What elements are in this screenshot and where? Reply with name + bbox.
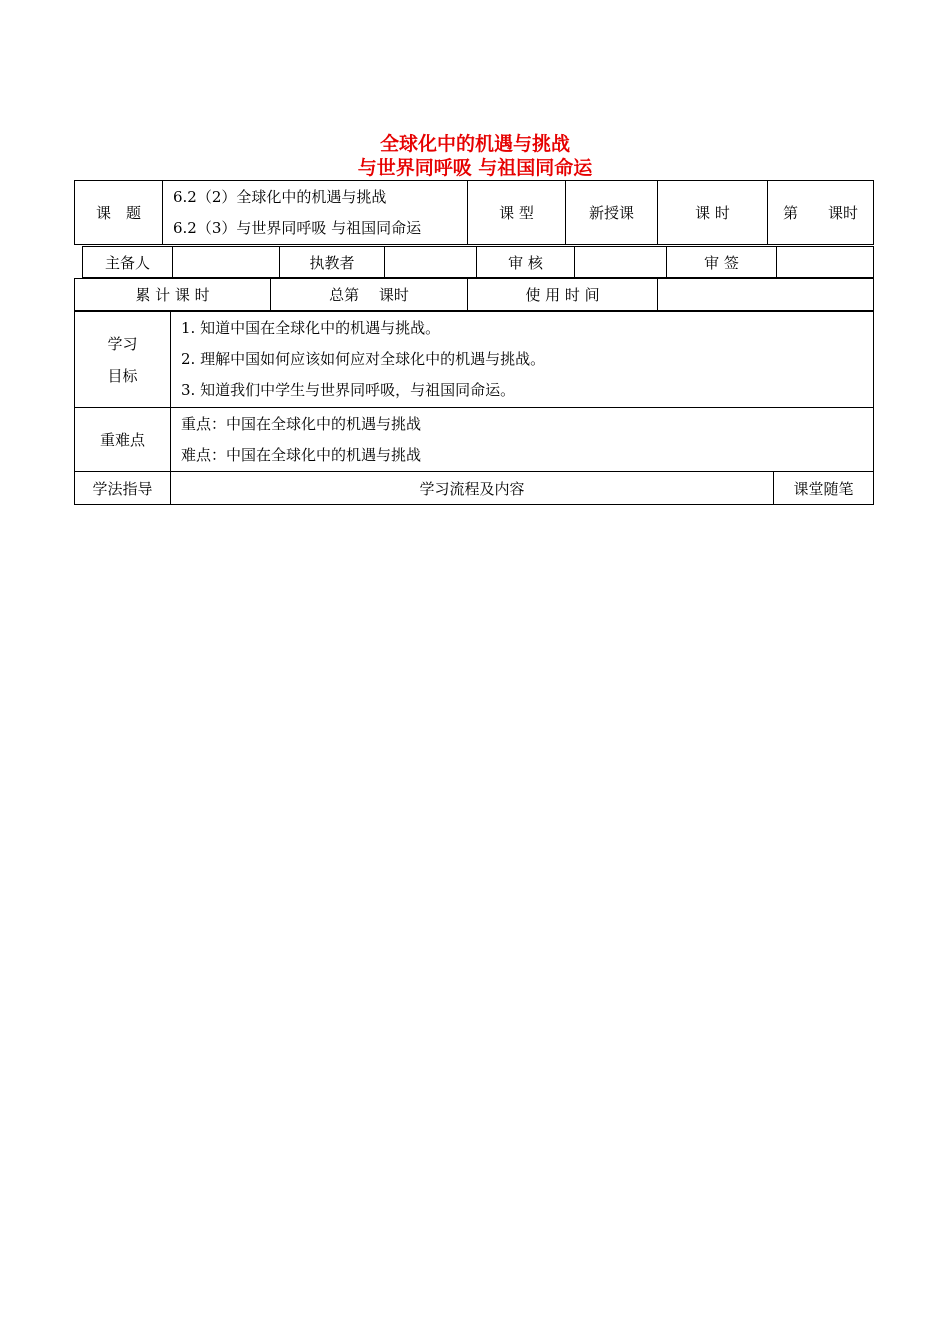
review-label: 审 核 — [508, 253, 543, 272]
total-label-cell — [271, 279, 468, 310]
usage-label: 使 用 时 间 — [525, 286, 600, 304]
type-label-cell — [468, 181, 566, 244]
executor-label-cell — [280, 247, 385, 277]
period-value: 第 课时 — [782, 204, 858, 222]
difficulty-point: 难点：中国在全球化中的机遇与挑战 — [181, 445, 422, 464]
type-value: 新授课 — [588, 204, 634, 222]
cumulative-label: 累 计 课 时 — [135, 286, 210, 304]
sign-label-cell — [667, 247, 777, 277]
period-label: 课 时 — [695, 204, 730, 222]
notes-label-cell — [774, 472, 873, 504]
method-label: 学法指导 — [92, 479, 153, 498]
key-point: 重点：中国在全球化中的机遇与挑战 — [181, 414, 422, 433]
review-value-cell — [575, 247, 667, 277]
type-label: 课 型 — [499, 204, 534, 222]
goals-label-cell — [75, 312, 171, 407]
usage-value-cell — [658, 279, 873, 310]
goal-item: 1. 知道中国在全球化中的机遇与挑战。 — [181, 319, 441, 337]
goals-label-line2: 目标 — [107, 366, 138, 385]
table-row-headers — [74, 471, 874, 505]
notes-label: 课堂随笔 — [793, 479, 854, 498]
method-label-cell — [75, 472, 171, 504]
review-label-cell — [477, 247, 575, 277]
goal-item: 3. 知道我们中学生与世界同呼吸，与祖国同命运。 — [181, 381, 516, 399]
focus-label: 重难点 — [99, 431, 145, 449]
period-label-cell — [658, 181, 768, 244]
table-row-staff — [82, 246, 874, 278]
type-value-cell — [566, 181, 658, 244]
sign-value-cell — [777, 247, 873, 277]
topic-line1: 6.2（2）全球化中的机遇与挑战 — [173, 187, 387, 206]
preparer-value-cell — [173, 247, 280, 277]
focus-content-cell — [171, 408, 873, 471]
table-row-focus — [74, 407, 874, 472]
executor-value-cell — [385, 247, 477, 277]
process-label: 学习流程及内容 — [419, 479, 525, 498]
table-row-topic — [74, 180, 874, 245]
period-value-cell — [768, 181, 873, 244]
usage-label-cell — [468, 279, 658, 310]
sign-label: 审 签 — [704, 253, 739, 272]
document-title-line1: 全球化中的机遇与挑战 — [379, 133, 570, 155]
preparer-label: 主备人 — [104, 253, 150, 272]
total-label: 总第 课时 — [329, 286, 409, 304]
process-label-cell — [171, 472, 774, 504]
topic-label: 课 题 — [95, 204, 141, 222]
preparer-label-cell — [83, 247, 173, 277]
goals-label-line1: 学习 — [107, 334, 138, 353]
topic-value-cell — [163, 181, 468, 244]
document-title-line2: 与世界同呼吸 与祖国同命运 — [357, 157, 593, 179]
table-row-hours — [74, 278, 874, 311]
topic-label-cell — [75, 181, 163, 244]
table-row-goals — [74, 311, 874, 408]
focus-label-cell — [75, 408, 171, 471]
goals-list — [171, 312, 873, 407]
topic-line2: 6.2（3）与世界同呼吸 与祖国同命运 — [173, 218, 422, 237]
executor-label: 执教者 — [309, 253, 355, 272]
cumulative-label-cell — [75, 279, 271, 310]
goal-item: 2. 理解中国如何应该如何应对全球化中的机遇与挑战。 — [181, 350, 546, 368]
